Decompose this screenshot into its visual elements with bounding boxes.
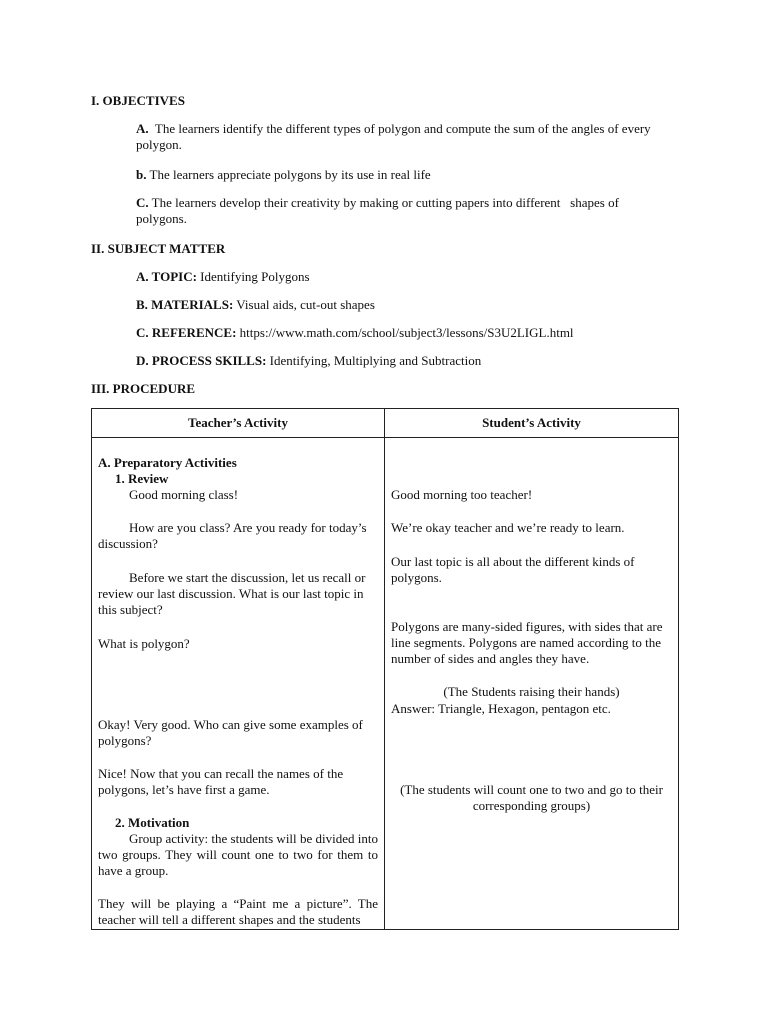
student-examples-answer: Answer: Triangle, Hexagon, pentagon etc. [391,701,611,716]
objectives-heading: I. OBJECTIVES [91,93,185,108]
motivation-heading: 2. Motivation [115,815,190,830]
student-ready-answer: We’re okay teacher and we’re ready to learn. [391,520,625,535]
student-raising-hands: (The Students raising their hands) [443,684,620,699]
subject-topic-text: Identifying Polygons [200,269,310,284]
objective-b-label: b. [136,167,147,182]
subject-topic [136,269,310,285]
objective-a-label: A. [136,121,149,136]
objective-a-text: The learners identify the different types of polygon and compute the sum of the angles of every polygon. [136,121,651,152]
student-grouping-response: (The students will count one to two and go to their corresponding groups) [400,782,663,813]
teacher-examples-question: Okay! Very good. Who can give some examples of polygons? [98,717,363,748]
subject-reference-text: https://www.math.com/school/subject3/lessons/S3U2LIGL.html [239,325,574,340]
objective-c-label: C. [136,195,149,210]
teacher-greeting: Good morning class! [129,487,239,502]
subject-topic-label: A. TOPIC: [136,269,197,284]
subject-process-skills [136,353,481,369]
subject-materials-text: Visual aids, cut-out shapes [236,297,375,312]
objective-b [136,167,656,183]
teacher-activity-cell [92,438,385,930]
objective-a [136,121,656,153]
objective-c-text: The learners develop their creativity by making or cutting papers into different shapes of polygons. [136,195,623,226]
student-greeting: Good morning too teacher! [391,487,533,502]
teacher-activity-header: Teacher’s Activity [92,409,385,438]
student-activity-cell [385,438,679,930]
review-heading: 1. Review [115,471,169,486]
subject-reference [136,325,574,341]
objective-c [136,195,654,227]
student-last-topic-answer: Our last topic is all about the different kinds of polygons. [391,554,635,585]
subject-materials-label: B. MATERIALS: [136,297,234,312]
student-activity-header: Student’s Activity [385,409,679,438]
student-polygon-definition: Polygons are many-sided figures, with sides that are line segments. Polygons are named according to the number of sides and angles they have. [391,619,663,666]
teacher-paint-game: They will be playing a “Paint me a picture”. The teacher will tell a different shapes and the students [98,896,378,927]
subject-materials [136,297,375,313]
subject-heading: II. SUBJECT MATTER [91,241,226,256]
table-row [92,438,679,930]
procedure-table [91,408,679,930]
objective-b-text: The learners appreciate polygons by its use in real life [149,167,431,182]
preparatory-activities-heading: A. Preparatory Activities [98,455,237,470]
table-header-row [92,409,679,438]
subject-process-skills-text: Identifying, Multiplying and Subtraction [269,353,482,368]
subject-process-skills-label: D. PROCESS SKILLS: [136,353,267,368]
teacher-game-intro: Nice! Now that you can recall the names of the polygons, let’s have first a game. [98,766,344,797]
teacher-polygon-question: What is polygon? [98,636,190,651]
teacher-ready-question: How are you class? Are you ready for today’s discussion? [98,520,367,551]
teacher-group-activity: Group activity: the students will be divided into two groups. They will count one to two for them to have a group. [98,831,378,878]
subject-reference-label: C. REFERENCE: [136,325,237,340]
procedure-heading: III. PROCEDURE [91,381,196,396]
teacher-recall-question: Before we start the discussion, let us recall or review our last discussion. What is our last topic in this subject? [98,570,366,617]
